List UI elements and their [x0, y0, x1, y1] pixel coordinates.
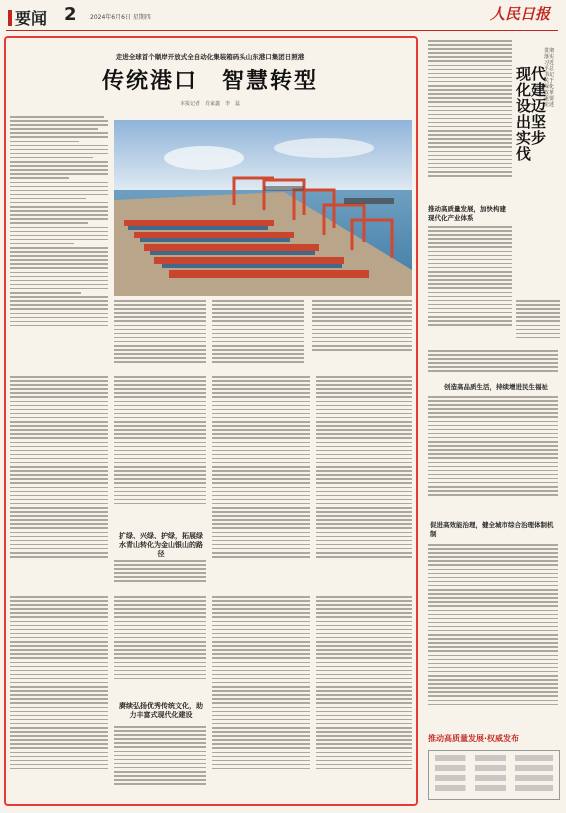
masthead — [0, 0, 566, 34]
article-2-column-2b — [114, 560, 206, 590]
sidebar-column-1 — [428, 40, 512, 200]
subhead-1[interactable]: 扩绿、兴绿、护绿，拓展绿水青山转化为金山银山的路径 — [119, 532, 203, 558]
lead-column-4 — [312, 300, 412, 360]
article-3-column-4 — [316, 596, 412, 796]
sidebar-column-5 — [428, 396, 558, 516]
article-2-column-4 — [316, 376, 412, 590]
lead-column-2 — [114, 300, 206, 370]
article-2-column-3 — [212, 376, 310, 590]
page-number: 2 — [64, 4, 77, 25]
section-marker — [8, 10, 12, 26]
sidebar-kicker: 贯彻落实习近平总书记关于深化改革重要论述 — [544, 48, 555, 108]
sidebar-column-6 — [428, 544, 558, 724]
sidebar-subhead-2[interactable]: 创造高品质生活，持续增进民生福祉 — [444, 383, 548, 391]
publication-date: 2024年6月6日 星期四 — [90, 14, 151, 21]
port-photo-image — [114, 120, 412, 296]
sidebar-brand-footer: 推动高质量发展·权威发布 — [428, 734, 520, 743]
article-3-column-3 — [212, 596, 310, 796]
port-photo — [114, 120, 412, 296]
section-label: 要闻 — [8, 6, 47, 29]
subhead-2[interactable]: 赓续弘扬优秀传统文化，助力丰富式现代化建设 — [119, 702, 203, 719]
sidebar-column-3 — [516, 300, 560, 348]
lead-headline[interactable]: 传统港口 智慧转型 — [101, 68, 318, 94]
newspaper-logo: 人民日报 — [489, 5, 550, 23]
sidebar-subhead-1[interactable]: 推动高质量发展，加快构建现代化产业体系 — [428, 205, 506, 222]
article-2-column-1 — [10, 376, 108, 586]
lead-byline: 本报记者 肖家鑫 李 蕊 — [179, 101, 240, 107]
article-3-column-2b — [114, 726, 206, 796]
lead-intro-column — [10, 116, 108, 366]
lead-kicker: 走进全球首个顺岸开放式全自动化集装箱码头山东港口集团日照港 — [115, 53, 305, 61]
sidebar-column-2 — [428, 226, 512, 346]
article-3-column-2 — [114, 596, 206, 696]
article-2-column-2 — [114, 376, 206, 526]
editor-contact-box — [428, 750, 560, 800]
masthead-rule — [6, 30, 558, 31]
article-3-column-1 — [10, 596, 108, 796]
sidebar-column-4 — [428, 350, 558, 378]
sidebar-title[interactable]: 现代化建设迈出坚实步伐 — [516, 65, 547, 163]
lead-column-3 — [212, 300, 304, 370]
sidebar-subhead-3[interactable]: 促进高效能治理，健全城市综合治理体制机制 — [430, 521, 554, 538]
